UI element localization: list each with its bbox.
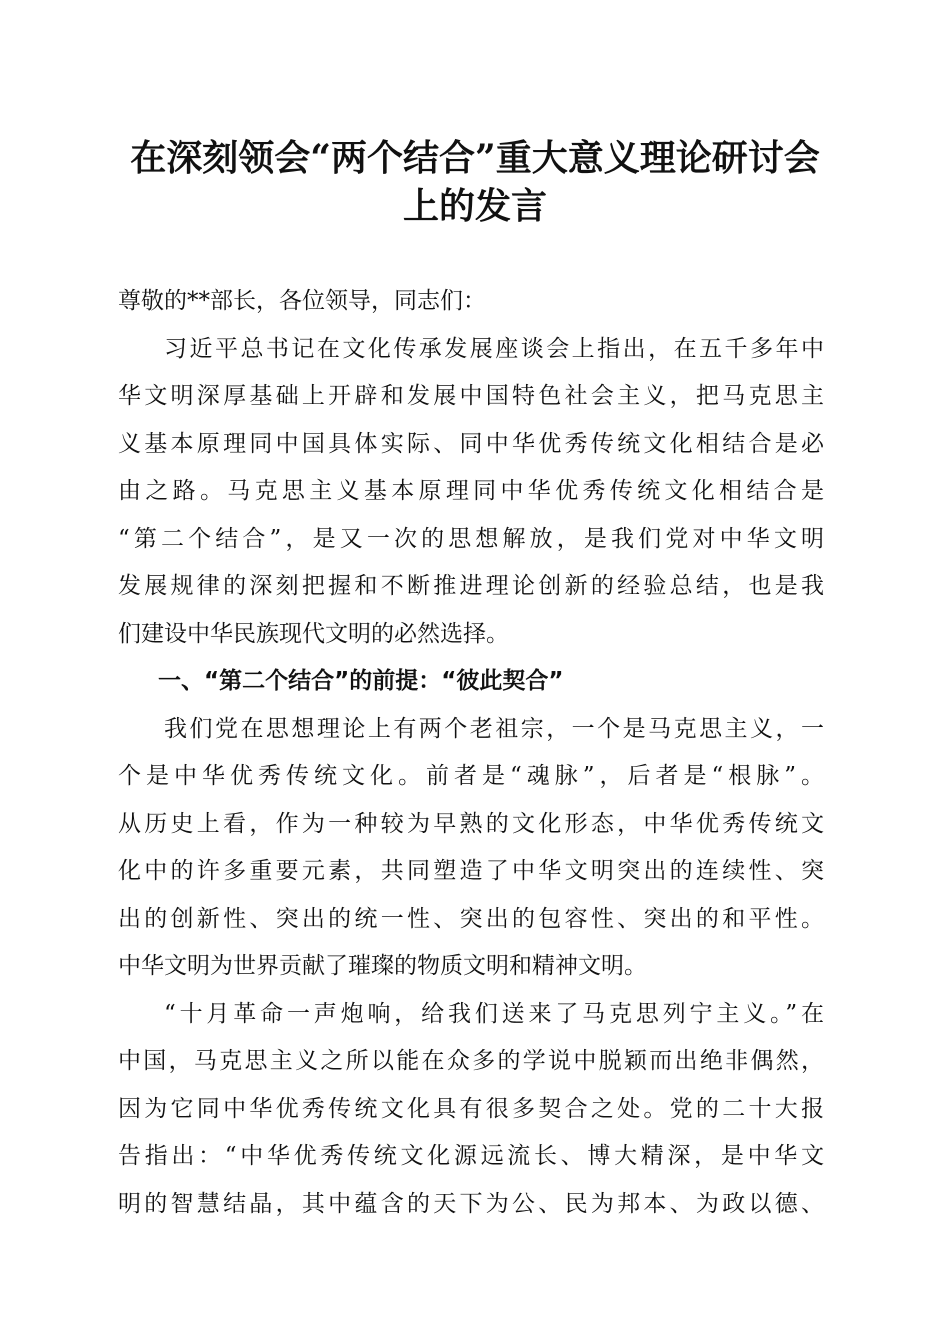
paragraph-line: 出的创新性、突出的统一性、突出的包容性、突出的和平性。 [118,905,824,932]
paragraph-line: 发展规律的深刻把握和不断推进理论创新的经验总结，也是我 [118,573,824,599]
section-heading: 一、“第二个结合”的前提：“彼此契合” [158,668,564,694]
paragraph-line: “第二个结合”，是又一次的思想解放，是我们党对中华文明 [118,525,824,552]
paragraph-line: “十月革命一声炮响，给我们送来了马克思列宁主义。”在 [164,1000,824,1027]
paragraph-line: 告指出：“中华优秀传统文化源远流长、博大精深，是中华文 [118,1143,824,1169]
document-body [118,278,824,1228]
salutation: 尊敬的**部长，各位领导，同志们： [118,288,486,314]
paragraph-line: 明的智慧结晶，其中蕴含的天下为公、民为邦本、为政以德、 [118,1190,824,1217]
paragraph-line: 们建设中华民族现代文明的必然选择。 [118,620,509,647]
paragraph-line: 义基本原理同中国具体实际、同中华优秀传统文化相结合是必 [118,430,824,457]
paragraph-line: 从历史上看，作为一种较为早熟的文化形态，中华优秀传统文 [118,810,824,837]
paragraph-line: 我们党在思想理论上有两个老祖宗，一个是马克思主义，一 [164,715,824,742]
paragraph-line: 中国，马克思主义之所以能在众多的学说中脱颖而出绝非偶然， [118,1048,824,1074]
paragraph-line: 因为它同中华优秀传统文化具有很多契合之处。党的二十大报 [118,1095,824,1122]
paragraph-line: 由之路。马克思主义基本原理同中华优秀传统文化相结合是 [118,478,824,504]
document-title [110,134,840,230]
paragraph-line: 个是中华优秀传统文化。前者是“魂脉”，后者是“根脉”。 [118,763,824,789]
paragraph-line: 化中的许多重要元素，共同塑造了中华文明突出的连续性、突 [118,858,824,884]
title-line-1: 在深刻领会“两个结合”重大意义理论研讨会 [130,137,820,179]
title-line-2: 上的发言 [402,185,547,227]
paragraph-line: 华文明深厚基础上开辟和发展中国特色社会主义，把马克思主 [118,383,824,409]
paragraph-line: 习近平总书记在文化传承发展座谈会上指出，在五千多年中 [164,335,824,362]
paragraph-line: 中华文明为世界贡献了璀璨的物质文明和精神文明。 [118,953,647,979]
